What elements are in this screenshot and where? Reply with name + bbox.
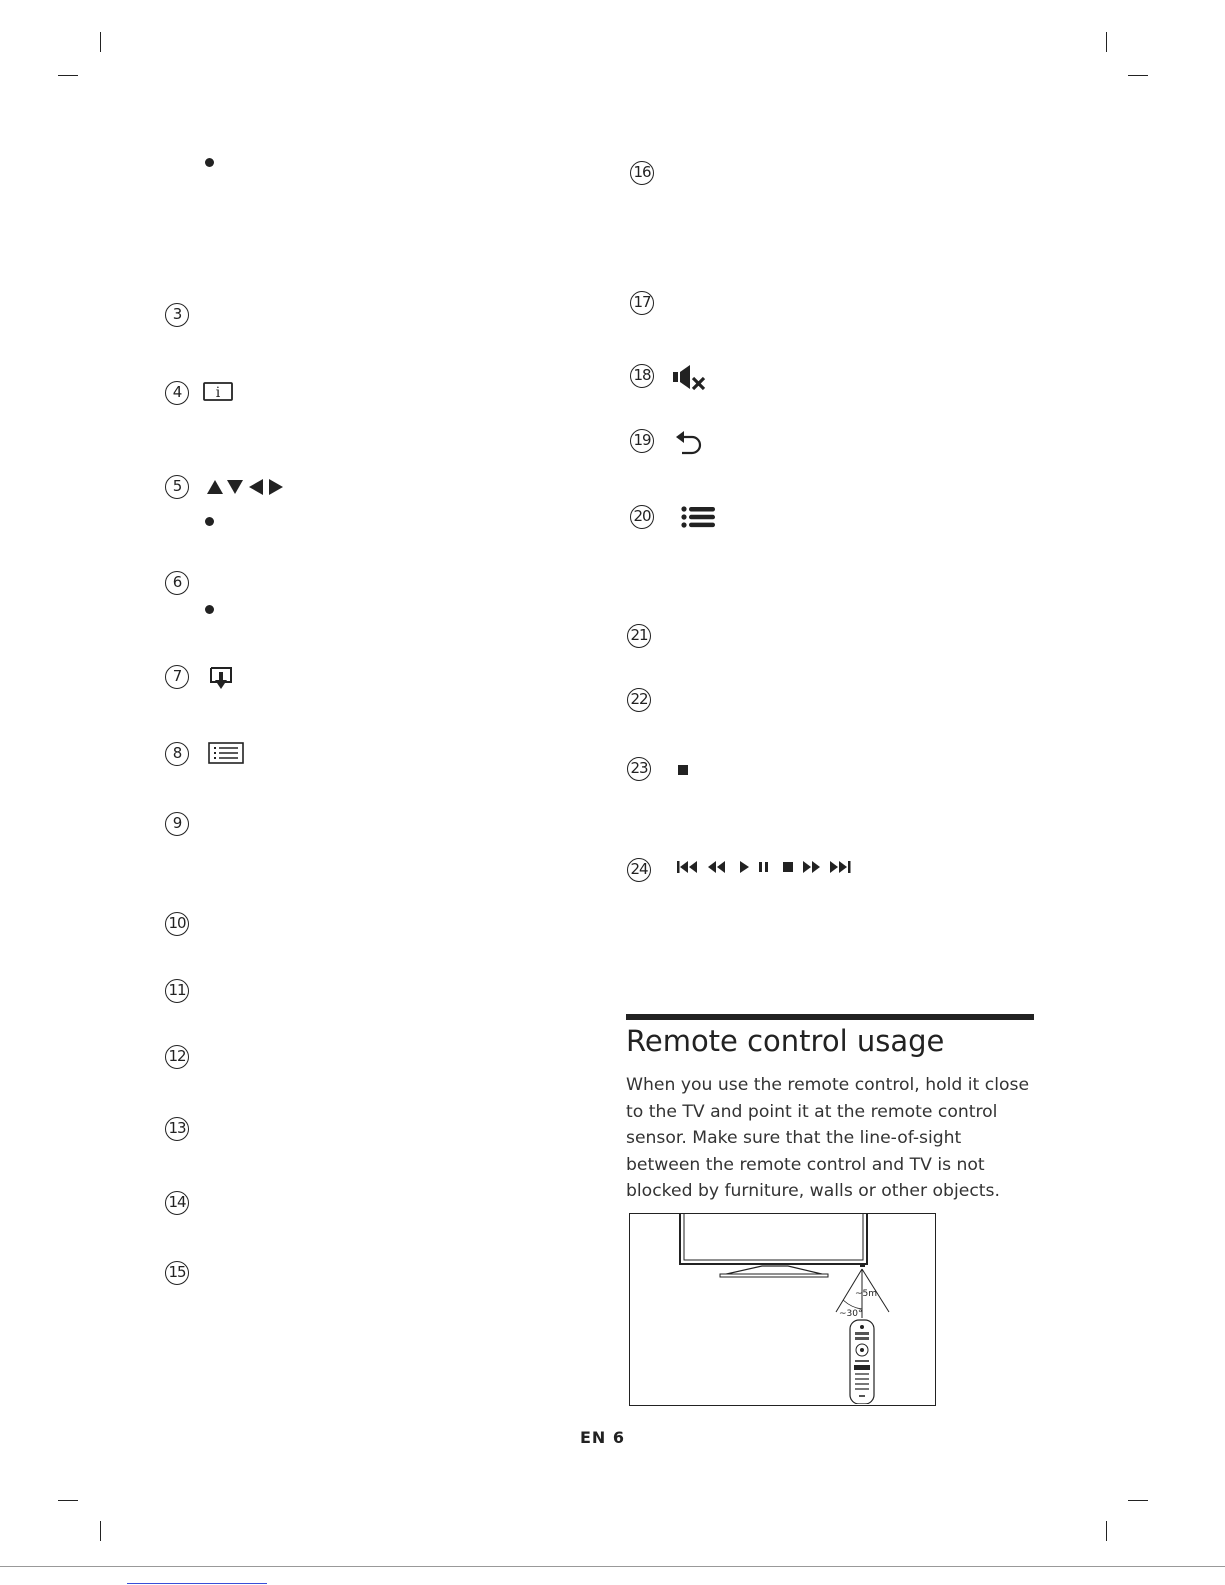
distance-label: ~5m <box>855 1289 878 1299</box>
crop-mark <box>58 75 78 76</box>
bottom-link-underline <box>127 1583 267 1584</box>
item-number: 19 <box>630 429 654 453</box>
item-number: 15 <box>165 1261 189 1285</box>
item-number: 17 <box>630 291 654 315</box>
item-number: 6 <box>165 571 189 595</box>
item-number: 23 <box>627 757 651 781</box>
bullet <box>205 158 214 167</box>
navigation-arrows-icon <box>206 478 286 496</box>
item-number: 3 <box>165 303 189 327</box>
playback-controls-icon <box>677 860 857 874</box>
item-number: 11 <box>165 979 189 1003</box>
crop-mark <box>1128 1500 1148 1501</box>
back-icon <box>674 430 704 456</box>
stop-square-icon <box>678 765 688 775</box>
crop-mark <box>100 32 101 52</box>
crop-mark <box>1128 75 1148 76</box>
item-number: 9 <box>165 812 189 836</box>
section-rule <box>626 1014 1034 1020</box>
item-number: 7 <box>165 665 189 689</box>
info-button-icon <box>203 382 233 402</box>
item-number: 5 <box>165 475 189 499</box>
item-number: 20 <box>630 505 654 529</box>
crop-mark <box>1106 1521 1107 1541</box>
svg-text:i: i <box>215 385 221 401</box>
item-number: 13 <box>165 1117 189 1141</box>
item-number: 18 <box>630 364 654 388</box>
crop-mark <box>1106 32 1107 52</box>
angle-label: ~30° <box>839 1309 863 1319</box>
item-number: 4 <box>165 381 189 405</box>
item-number: 8 <box>165 742 189 766</box>
crop-mark <box>100 1521 101 1541</box>
text-teletext-icon <box>208 742 244 764</box>
page-footer: EN 6 <box>580 1428 626 1447</box>
item-number: 14 <box>165 1191 189 1215</box>
section-paragraph: When you use the remote control, hold it close to the TV and point it at the remote control sensor. Make sure that the line-of-sight between the remote control and TV is not blocked by furniture, walls or other objects. <box>626 1075 1030 1201</box>
bullet <box>205 605 214 614</box>
item-number: 22 <box>627 688 651 712</box>
bottom-divider <box>0 1566 1225 1567</box>
item-number: 16 <box>630 161 654 185</box>
section-heading: Remote control usage <box>626 1024 945 1058</box>
item-number: 21 <box>627 624 651 648</box>
mute-icon <box>672 364 708 392</box>
item-number: 12 <box>165 1045 189 1069</box>
options-list-icon <box>681 506 717 528</box>
item-number: 10 <box>165 912 189 936</box>
tv-remote-diagram <box>630 1214 934 1404</box>
bullet <box>205 517 214 526</box>
crop-mark <box>58 1500 78 1501</box>
remote-usage-illustration <box>629 1213 936 1406</box>
source-input-icon <box>208 666 234 692</box>
item-number: 24 <box>627 858 651 882</box>
